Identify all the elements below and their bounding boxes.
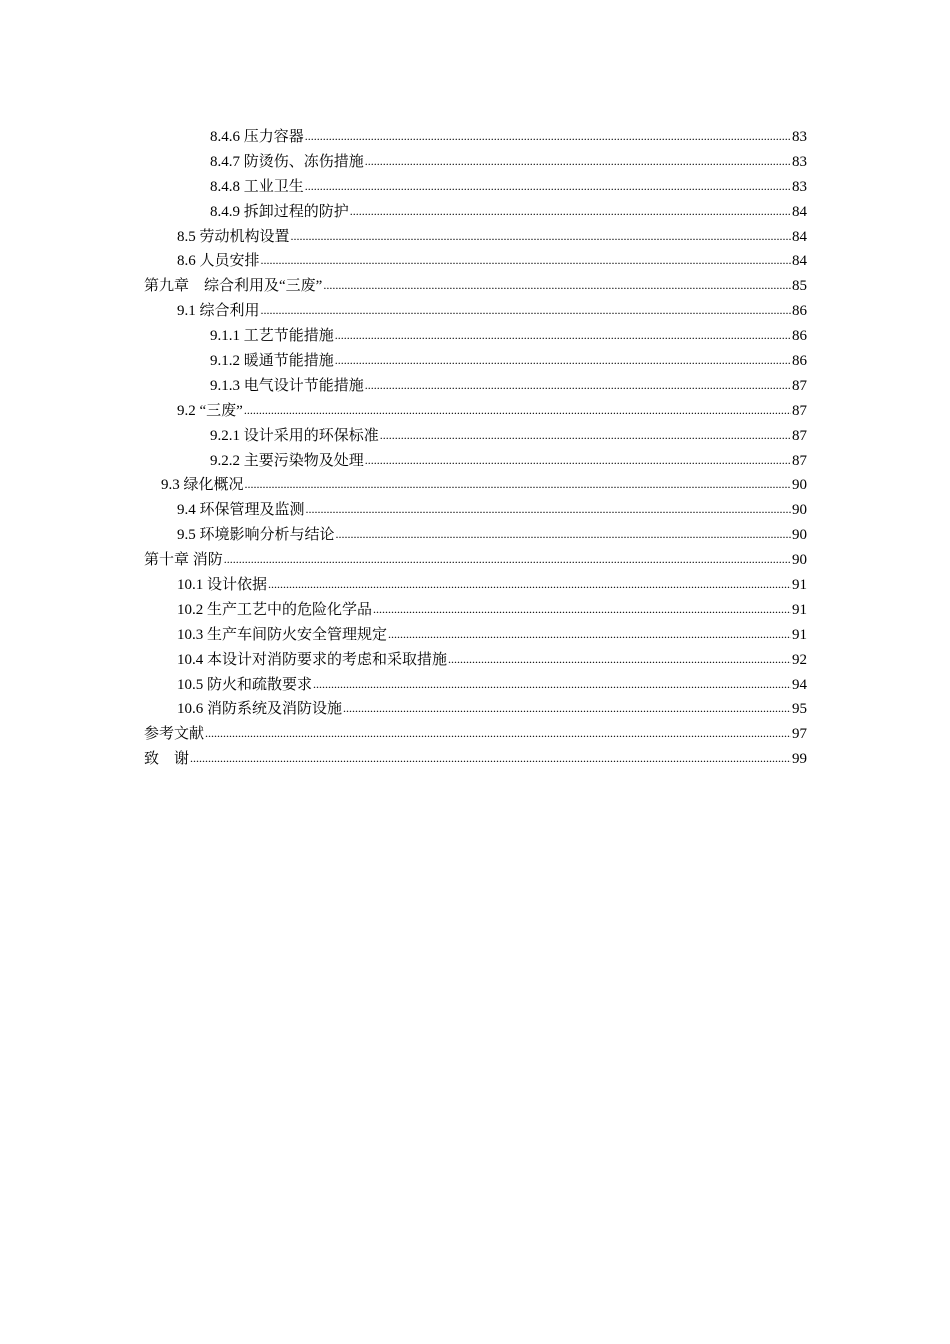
toc-dot-leader [448,647,791,672]
toc-dot-leader [343,696,791,721]
toc-entry[interactable] [0,150,950,175]
toc-entry[interactable] [0,374,950,399]
toc-dot-leader [335,323,791,348]
toc-entry[interactable] [0,573,950,598]
toc-entry-page: 97 [792,726,807,743]
toc-entry-page: 84 [792,203,807,220]
toc-entry-page: 99 [792,751,807,768]
toc-dot-leader [190,746,791,771]
toc-entry[interactable] [0,225,950,250]
toc-dot-leader [365,448,791,473]
toc-entry-page: 83 [792,129,807,145]
toc-entry[interactable] [0,274,950,299]
toc-entry-page: 87 [792,427,807,444]
toc-entry-title: 10.2 生产工艺中的危险化学品 [177,601,373,618]
toc-entry[interactable] [0,623,950,648]
toc-entry-page: 83 [792,153,807,170]
toc-entry-page: 86 [792,353,807,370]
toc-entry[interactable] [0,200,950,225]
toc-entry[interactable] [0,697,950,722]
toc-entry-title: 9.4 环保管理及监测 [177,502,305,519]
toc-entry-title: 致 谢 [144,751,190,768]
toc-entry-title: 9.3 绿化概况 [161,477,244,494]
toc-entry-page: 84 [792,253,807,270]
toc-entry-page: 90 [792,552,807,569]
toc-dot-leader [291,224,791,249]
toc-entry-title: 8.5 劳动机构设置 [177,228,290,245]
toc-entry[interactable] [0,299,950,324]
toc-dot-leader [373,597,791,622]
toc-entry-title: 9.2.2 主要污染物及处理 [210,452,364,469]
toc-entry[interactable] [0,125,950,150]
toc-entry-title: 参考文献 [144,726,205,743]
toc-entry[interactable] [0,498,950,523]
toc-dot-leader [261,248,791,273]
toc-dot-leader [205,721,791,746]
toc-entry-title: 8.4.9 拆卸过程的防护 [210,203,349,220]
toc-entry-title: 9.1 综合利用 [177,303,260,320]
toc-entry-title: 8.4.8 工业卫生 [210,178,304,195]
toc-dot-leader [365,373,791,398]
toc-entry[interactable] [0,747,950,772]
toc-entry-title: 10.4 本设计对消防要求的考虑和采取措施 [177,651,448,668]
toc-dot-leader [335,348,791,373]
toc-entry-title: 10.1 设计依据 [177,577,268,594]
toc-entry[interactable] [0,473,950,498]
toc-entry[interactable] [0,324,950,349]
toc-entry-page: 84 [792,228,807,245]
toc-dot-leader [350,199,791,224]
toc-dot-leader [336,522,791,547]
toc-entry[interactable] [0,449,950,474]
toc-dot-leader [224,547,791,572]
toc-entry-page: 90 [792,502,807,519]
toc-entry-title: 9.1.2 暖通节能措施 [210,353,334,370]
toc-entry-page: 91 [792,601,807,618]
toc-entry-title: 9.2 “三废” [177,402,243,419]
toc-dot-leader [261,298,791,323]
toc-entry[interactable] [0,523,950,548]
toc-entry-title: 8.6 人员安排 [177,253,260,270]
toc-dot-leader [305,174,791,199]
toc-entry-title: 9.5 环境影响分析与结论 [177,527,335,544]
toc-entry[interactable] [0,548,950,573]
toc-dot-leader [365,149,791,174]
toc-dot-leader [244,398,791,423]
toc-entry-page: 86 [792,328,807,345]
toc-entry-page: 86 [792,303,807,320]
toc-dot-leader [268,572,791,597]
toc-entry-title: 10.5 防火和疏散要求 [177,676,313,693]
toc-entry-page: 87 [792,452,807,469]
toc-entry[interactable] [0,175,950,200]
toc-entry-page: 91 [792,626,807,643]
toc-entry[interactable] [0,598,950,623]
toc-entry-title: 9.2.1 设计采用的环保标准 [210,427,379,444]
toc-entry[interactable] [0,424,950,449]
toc-entry-page: 87 [792,402,807,419]
toc-dot-leader [323,273,791,298]
toc-entry[interactable] [0,349,950,374]
toc-entry-title: 第九章 综合利用及“三废” [144,278,323,295]
toc-entry-page: 85 [792,278,807,295]
toc-dot-leader [305,124,791,149]
toc-dot-leader [245,472,791,497]
toc-entry[interactable] [0,648,950,673]
toc-entry[interactable] [0,399,950,424]
toc-entry-title: 8.4.6 压力容器 [210,129,304,145]
table-of-contents [0,125,950,772]
toc-entry-page: 87 [792,377,807,394]
toc-entry[interactable] [0,249,950,274]
toc-dot-leader [388,622,791,647]
toc-dot-leader [313,672,791,697]
toc-entry-title: 第十章 消防 [144,552,223,569]
toc-entry-page: 90 [792,477,807,494]
toc-dot-leader [306,497,791,522]
toc-entry-page: 83 [792,178,807,195]
toc-entry-page: 90 [792,527,807,544]
toc-entry-title: 10.6 消防系统及消防设施 [177,701,343,718]
toc-entry-page: 95 [792,701,807,718]
toc-entry-page: 92 [792,651,807,668]
toc-entry[interactable] [0,673,950,698]
toc-entry[interactable] [0,722,950,747]
toc-entry-title: 8.4.7 防烫伤、冻伤措施 [210,153,364,170]
toc-entry-page: 94 [792,676,807,693]
toc-entry-page: 91 [792,577,807,594]
toc-entry-title: 9.1.1 工艺节能措施 [210,328,334,345]
toc-entry-title: 10.3 生产车间防火安全管理规定 [177,626,388,643]
toc-entry-title: 9.1.3 电气设计节能措施 [210,377,364,394]
toc-dot-leader [380,423,791,448]
